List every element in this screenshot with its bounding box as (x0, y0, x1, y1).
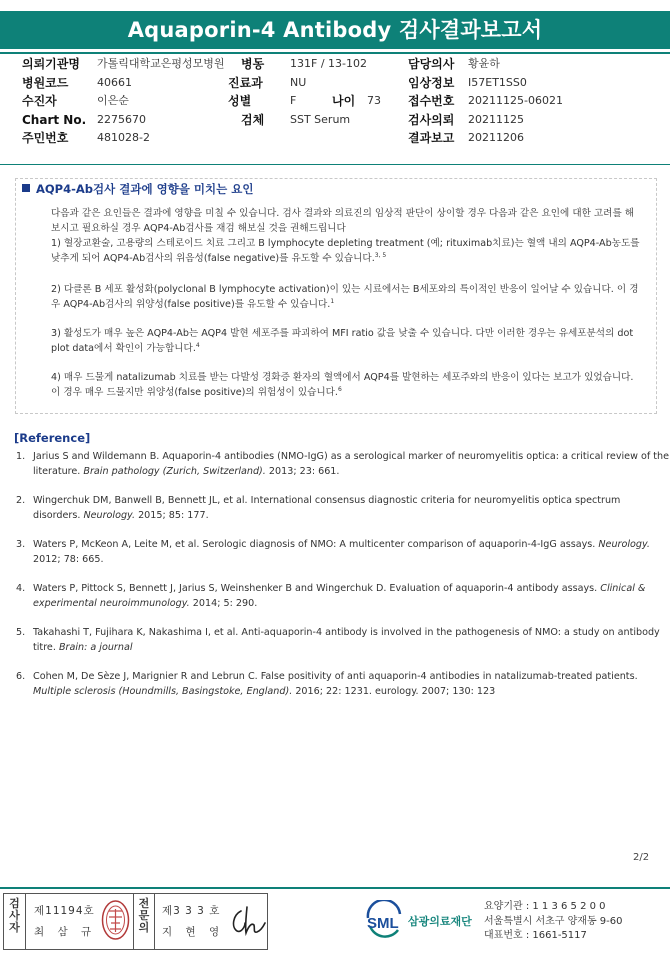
age-label: 나이 (332, 94, 356, 108)
lab-address: 서울특별시 서초구 양재동 9-60 (484, 915, 623, 927)
specialist-signature-icon (227, 905, 267, 937)
doctor-label: 담당의사 (408, 57, 455, 71)
lab-phone: 대표번호 : 1661-5117 (484, 930, 587, 941)
reference-text: Waters P, McKeon A, Leite M, et al. Serologic diagnosis of NMO: A multicenter comparison of aquaporin-4-IgG assays. (33, 539, 599, 550)
reference-number: 6. (16, 671, 26, 682)
reference-item (14, 581, 670, 611)
notice-title-text: AQP4-Ab검사 결과에 영향을 미치는 요인 (36, 182, 254, 196)
sex-label: 성별 (228, 94, 252, 108)
header-divider (0, 52, 670, 54)
hospital-code-label: 병원코드 (22, 75, 69, 90)
reference-item (14, 537, 670, 567)
reference-number: 2. (16, 495, 26, 506)
reference-item (14, 669, 670, 699)
sml-logo-icon (364, 900, 484, 940)
tester-license: 제11194호 (34, 905, 95, 917)
specialist-license: 제3 3 3 호 (162, 905, 221, 917)
notice-item-1: 1) 혈장교환술, 고용량의 스테로이드 치료 그리고 B lymphocyte depleting treatment (예; rituximab치료)는 혈액 내의 AQP4-Ab농도를 낮추게 되어 AQP4-Ab검사의 위음성(false negative)를 유도할 수 있습니다. (51, 238, 640, 264)
report-date-value: 20211206 (468, 131, 524, 144)
notice-body (51, 206, 641, 414)
patient-info-panel (22, 55, 662, 148)
notice-item-4-citation: 6 (337, 385, 342, 393)
report-title: Aquaporin-4 Antibody 검사결과보고서 (0, 11, 670, 49)
institution-value: 가톨릭대학교은평성모병원 (97, 57, 225, 70)
reference-text: Wingerchuk DM, Banwell B, Bennett JL, et al. International consensus diagnostic criteria for neuromyelitis optica spectrum disorders. (33, 495, 621, 521)
info-divider (0, 164, 670, 165)
resident-no-value: 481028-2 (97, 131, 150, 144)
notice-item-1-citation: 3, 5 (374, 251, 387, 259)
tester-label-text: 검사자 (9, 897, 20, 934)
notice-item-3-paragraph (51, 326, 641, 356)
tester-name: 최 삼 규 (34, 926, 97, 938)
reference-item (14, 625, 670, 655)
notice-title (22, 181, 253, 197)
reference-citation: 2016; 22: 1231. eurology. 2007; 130: 123 (292, 686, 496, 697)
reference-journal: Brain: a journal (58, 642, 133, 653)
reference-journal: Brain pathology (Zurich, Switzerland). (83, 466, 266, 477)
institution-label: 의뢰기관명 (22, 57, 80, 71)
reference-citation: 2013; 23: 661. (265, 466, 340, 477)
hospital-code-value: 40661 (97, 75, 132, 89)
reference-title: [Reference] (14, 431, 91, 445)
specimen-label: 검체 (241, 112, 265, 127)
dept-value: NU (290, 75, 307, 89)
svg-text:SML: SML (367, 915, 399, 932)
lab-name: 삼광의료재단 (408, 915, 472, 928)
tester-seal-icon (101, 899, 130, 941)
notice-intro (51, 206, 641, 266)
lab-info (484, 900, 623, 944)
notice-item-3-citation: 4 (195, 341, 200, 349)
reference-number: 5. (16, 627, 26, 638)
sex-value: F (290, 94, 297, 107)
dept-label: 진료과 (228, 75, 263, 90)
notice-item-2-citation: 1 (330, 297, 335, 305)
info-row-4 (22, 111, 662, 130)
reference-text: Cohen M, De Sèze J, Marignier R and Lebrun C. False positivity of anti aquaporin-4 antibodies in natalizumab-treated patients. (33, 671, 638, 682)
request-date-value: 20211125 (468, 112, 524, 126)
footer-divider (0, 887, 670, 889)
reference-journal: Neurology. (83, 510, 136, 521)
reference-item (14, 449, 670, 479)
reference-journal: Clinical & experimental neuroimmunology. (33, 583, 646, 609)
notice-intro-text: 다음과 같은 요인들은 결과에 영향을 미칠 수 있습니다. 검사 결과와 의료진의 임상적 판단이 상이할 경우 다음과 같은 요인에 대한 고려를 해 보시고 필요하실 경우 AQP4-Ab검사를 재검 해보실 것을 권해드립니다 (51, 208, 635, 234)
square-bullet-icon (22, 184, 30, 192)
info-row-1 (22, 55, 662, 74)
reference-number: 3. (16, 539, 26, 550)
ward-label: 병동 (241, 57, 265, 71)
reference-text: Jarius S and Wildemann B. Aquaporin-4 antibodies (NMO-IgG) as a serological marker of neuromyelitis optica: a critical review of the literature. (33, 451, 670, 477)
reference-journal: Multiple sclerosis (Houndmills, Basingstoke, England). (33, 686, 293, 697)
specialist-label (133, 894, 155, 949)
request-date-label: 검사의뢰 (408, 112, 455, 127)
ward-value: 131F / 13-102 (290, 57, 367, 70)
notice-item-4-paragraph (51, 370, 641, 400)
specialist-label-text: 전문의 (138, 897, 150, 934)
doctor-value: 황윤하 (468, 57, 500, 70)
reference-citation: 2012; 78: 665. (33, 554, 104, 565)
notice-item-2: 2) 다클론 B 세포 활성화(polyclonal B lymphocyte activation)이 있는 시료에서는 B세포와의 특이적인 반응이 일어날 수 있습니다. 이 경우 AQP4-Ab검사의 위양성(false positive)를 유도할 수 있습니다. (51, 284, 639, 310)
reference-text: Waters P, Pittock S, Bennett J, Jarius S, Weinshenker B and Wingerchuk D. Evaluation of aquaporin-4 antibody assays. (33, 583, 601, 594)
info-row-2 (22, 74, 662, 93)
specimen-value: SST Serum (290, 112, 351, 126)
tester-label (4, 894, 26, 949)
age-value: 73 (367, 94, 381, 107)
lab-code: 요양기관 : 1 1 3 6 5 2 0 0 (484, 901, 606, 912)
reference-citation: 2014; 5: 290. (189, 598, 258, 609)
receipt-no-value: 20211125-06021 (468, 94, 563, 107)
chart-no-value: 2275670 (97, 112, 146, 126)
reference-list (14, 449, 670, 713)
notice-item-3: 3) 활성도가 매우 높은 AQP4-Ab는 AQP4 발현 세포주를 파괴하여 MFI ratio 값을 낮출 수 있습니다. 다만 이러한 경우는 유세포분석의 dot plot data에서 확인이 가능합니다. (51, 328, 634, 354)
recipient-label: 수진자 (22, 94, 57, 108)
report-date-label: 결과보고 (408, 131, 455, 145)
reference-journal: Neurology. (598, 539, 650, 550)
reference-number: 1. (16, 451, 26, 462)
resident-no-label: 주민번호 (22, 131, 69, 145)
clinical-info-value: I57ET1SS0 (468, 75, 527, 89)
notice-item-2-paragraph (51, 282, 641, 312)
reference-text: Takahashi T, Fujihara K, Nakashima I, et al. Anti-aquaporin-4 antibody is involved in the pathogenesis of NMO: a study on antibody titre. (33, 627, 660, 653)
clinical-info-label: 임상정보 (408, 75, 455, 90)
reference-citation: 2015; 85: 177. (135, 510, 209, 521)
page-number: 2/2 (633, 852, 650, 863)
reference-item (14, 493, 670, 523)
info-row-5 (22, 129, 662, 148)
reference-number: 4. (16, 583, 26, 594)
recipient-value: 이은순 (97, 94, 129, 107)
notice-item-4: 4) 매우 드물게 natalizumab 치료를 받는 다발성 경화증 환자의 혈액에서 AQP4를 발현하는 세포주와의 반응이 있다는 보고가 있었습니다. 이 경우 매우 드물지만 위양성(false positive)의 위험성이 있습니다. (51, 372, 634, 398)
chart-no-label: Chart No. (22, 112, 87, 127)
info-row-3 (22, 92, 662, 111)
receipt-no-label: 접수번호 (408, 94, 455, 108)
specialist-name: 지 현 영 (162, 926, 225, 938)
